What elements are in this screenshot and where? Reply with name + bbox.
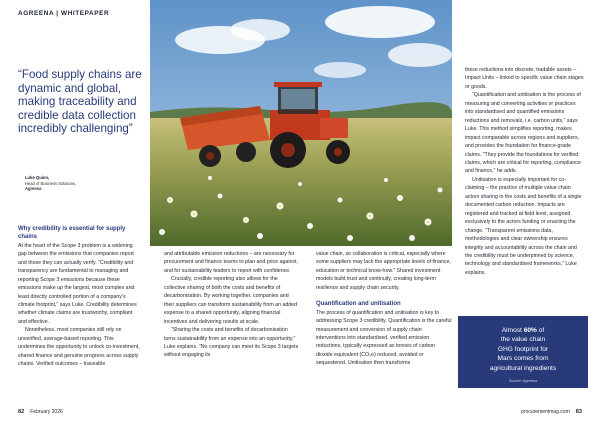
footer-right [521,409,582,415]
stat-line-5: agricultural ingredients [489,364,557,372]
column-3-paragraph-1: value chain, so collaboration is critical, especially where some suppliers may lack the appropriate levels of finance, education or technical know-how.” Shared investment models build trust and continuity, creating long-term resilience and supply chain security. [316,251,451,291]
column-4 [465,66,585,277]
stat-line-1-prefix: Almost [501,327,524,334]
site-url: procurementmag.com [521,409,570,415]
column-2-paragraph-2: Crucially, credible reporting also allows for the collective sharing of both the costs and benefits of decarbonisation. By working together, companies and their suppliers can transform sustainability from an added expense to a shared opportunity, aligning financial incentives and delivering results at scale. [164,276,298,325]
stat-callout-box [458,316,588,388]
pull-quote: “Food supply chains are dynamic and global, making traceability and credible data collection incredibly challenging” [18,68,142,136]
photo-illustration [150,0,452,246]
quote-author-name: Luke Quinn, [25,175,50,180]
right-page-number: 83 [575,409,582,415]
stat-line-1-suffix: of [536,327,545,334]
quote-author-role [25,181,135,191]
column-4-paragraph-2: “Quantification and unitisation is the process of measuring and converting activities or practices into standardised and quantified emissions reductions and removals, i.e. carbon units,” says Luke. This method simplifies reporting, makes impact comparable across regions and suppliers, and provides the foundation for finance-grade claims. “They provide the foundations for verified claims, which are critical for reporting, compliance and finance,” he adds. [465,92,581,175]
column-2-paragraph-3: “Sharing the costs and benefits of decarbonisation turns sustainability from an expense into an opportunity,” Luke explains. “No company can meet its Scope 3 targets without engaging its [164,327,299,359]
column-2 [164,250,300,360]
footer-left [18,409,63,415]
column-1 [18,225,140,369]
column-1-paragraph-1: At the heart of the Scope 3 problem is a widening gap between the emissions that companies report and those they can actually verify. “Credibility and transparency are fundamental to managing and reporting Scope 3 emissions because these emissions make up the largest, most complex and least directly controlled portion of a company’s climate footprint,” says Luke. Credibility determines whether climate claims are trustworthy, compliant and effective. [18,242,137,325]
issue-date: February 2026 [30,409,63,415]
stat-source: Source: Agreena [508,379,538,384]
stat-line-4: Mars comes from [497,355,549,363]
column-2-paragraph-1: and attributable emission reductions – are necessary for procurement and finance teams to plan and price against, and for sustainability leaders to report with confidence. [164,251,298,274]
quote-author-title: Head of Business Solutions, [25,181,77,186]
tractor-field-photo [150,0,452,246]
section-heading-credibility: Why credibility is essential for supply chains [18,226,126,241]
column-1-paragraph-2: Nonetheless, most companies still rely on unverified, average-based reporting. This undermines the opportunity to unlock co-investment, shared finance and genuine progress across supply chains. Verified outcomes – traceable [18,327,140,368]
column-3-paragraph-2: The process of quantification and unitisation is key to addressing Scope 3 credibility. Quantification is the careful measurement and conversion of supply chain interventions into standardised, verified emission reductions, typically expressed as tonnes of carbon dioxide equivalent (CO₂e) reduced, avoided or sequestered. Unitisation then transforms [316,309,452,367]
quote-author-org: Agreena [25,186,42,191]
header-title: AGREENA | WHITEPAPER [18,10,110,17]
stat-line-2: the value chain [500,336,546,344]
stat-line-3: GHG footprint for [497,345,549,353]
column-4-paragraph-3: Unitisation is especially important for co-claiming – the practice of multiple value chain actors sharing in the costs and benefits of a single documented carbon reduction. Impacts are registered and tracked at field level, assigned exclusively to the actors funding or enacting the change. “Transparent emissions data, methodologies and clear ownership ensures integrity and accountability across the chain and the credibility must be underpinned by science, technology and standardised frameworks,” Luke explains. [465,176,582,276]
left-page-number: 82 [18,409,25,415]
stat-line-1 [458,326,588,335]
section-heading-quantification: Quantification and unitisation [316,301,401,308]
stat-percentage: 60% [523,327,537,334]
column-4-paragraph-1: these reductions into discrete, tradable assets – Impact Units – linked to specific value chain stages or goods. [465,67,584,90]
column-3 [316,250,452,368]
